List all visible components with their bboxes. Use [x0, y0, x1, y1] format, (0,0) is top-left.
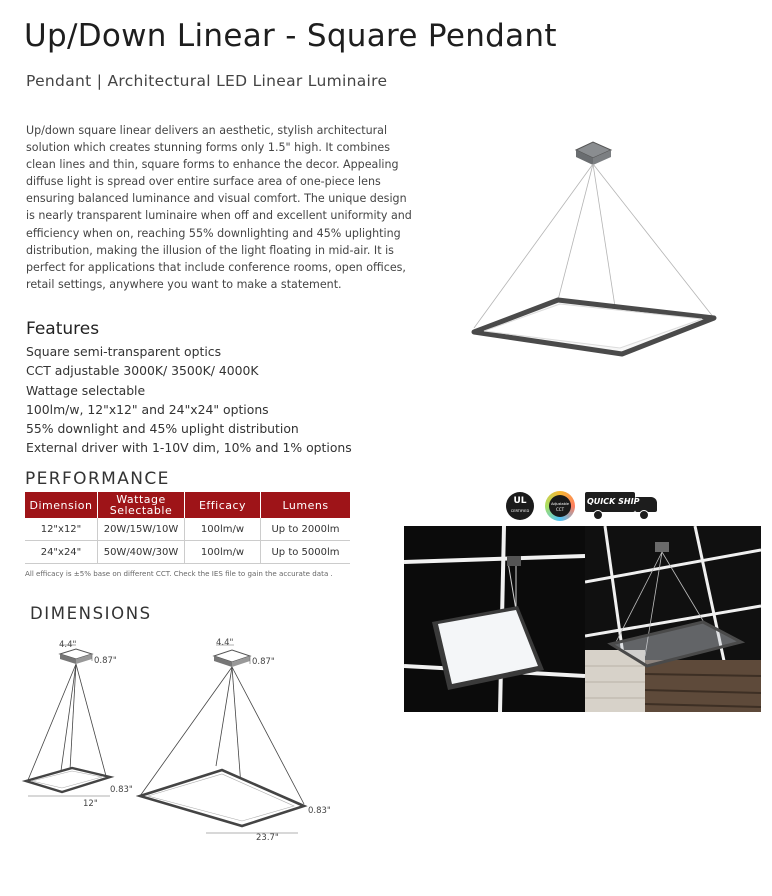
dimension-label: 23.7": [256, 833, 279, 843]
adjustable-cct-badge: [545, 491, 575, 521]
dimension-label: 4.4": [59, 640, 77, 650]
quick-ship-label: QUICK SHIP: [587, 497, 640, 506]
ul-certified-badge: [506, 492, 534, 520]
installation-photo-1: [404, 526, 585, 712]
performance-footnote: All efficacy is ±5% base on different CCT. Check the IES file to gain the accurate data .: [25, 569, 333, 578]
table-cell: 20W/15W/10W: [98, 518, 185, 541]
dimension-label: 0.83": [110, 785, 133, 795]
feature-item: 55% downlight and 45% uplight distribution: [26, 421, 299, 437]
table-cell: 100lm/w: [185, 518, 261, 541]
feature-item: Wattage selectable: [26, 382, 146, 398]
cct-badge-text: CCT: [555, 507, 565, 512]
features-heading: Features: [26, 319, 100, 339]
dimension-label: 4.4": [216, 638, 234, 648]
page-title: Up/Down Linear - Square Pendant: [24, 18, 557, 54]
dimension-label: 0.87": [252, 657, 275, 667]
ul-badge-mark: UL: [513, 496, 527, 506]
table-cell: 50W/40W/30W: [98, 541, 185, 564]
performance-table: [25, 492, 350, 564]
ul-badge-text: CERTIFIED: [510, 509, 530, 513]
table-cell: 12"x12": [25, 518, 98, 541]
table-header-row: [25, 492, 350, 518]
hero-canopy: [576, 142, 611, 165]
feature-item: External driver with 1-10V dim, 10% and 1% options: [26, 440, 352, 456]
dimension-label: 12": [83, 799, 98, 809]
table-cell: 24"x24": [25, 541, 98, 564]
product-description: Up/down square linear delivers an aesthetic, stylish architectural solution which creates stunning forms only 1.5" high. It combines clean lines and thin, square forms to enhance the decor. Appealing diffuse light is spread over entire surface area of one-piece lens ensuring balanced luminance and visual comfort. The unique design is nearly transparent luminaire when off and excellent uniformity and efficiency when on, reaching 55% downlighting and 45% uplighting distribution, making the illusion of the light floating in mid-air. It is perfect for applications that include conference rooms, open offices, retail settings, anywhere you want to make a statement.: [26, 124, 412, 291]
column-header-wattage: Wattage Selectable: [98, 492, 185, 518]
cct-badge-text: Adjustable: [551, 502, 569, 506]
column-header-lumens: Lumens: [261, 492, 351, 518]
hero-square-frame: [474, 300, 714, 354]
dimensions-heading: DIMENSIONS: [30, 604, 152, 623]
table-row: [25, 541, 350, 564]
feature-item: Square semi-transparent optics: [26, 344, 222, 359]
dimension-drawing-24in: [136, 636, 316, 846]
dimension-label: 0.83": [308, 806, 331, 816]
table-cell: Up to 5000lm: [261, 541, 351, 564]
quick-ship-truck-icon: [585, 492, 660, 518]
performance-heading: PERFORMANCE: [25, 469, 170, 489]
page-subtitle: Pendant | Architectural LED Linear Luminaire: [26, 72, 388, 90]
column-header-efficacy: Efficacy: [185, 492, 261, 518]
feature-item: CCT adjustable 3000K/ 3500K/ 4000K: [26, 363, 259, 379]
features-list: [26, 342, 352, 458]
installation-photo-2: [585, 526, 761, 712]
column-header-dimension: Dimension: [25, 492, 98, 518]
feature-item: 100lm/w, 12"x12" and 24"x24" options: [26, 401, 269, 417]
table-cell: 100lm/w: [185, 541, 261, 564]
table-row: [25, 518, 350, 541]
dimension-label: 0.87": [94, 656, 117, 666]
table-cell: Up to 2000lm: [261, 518, 351, 541]
product-hero-image: [462, 138, 724, 360]
